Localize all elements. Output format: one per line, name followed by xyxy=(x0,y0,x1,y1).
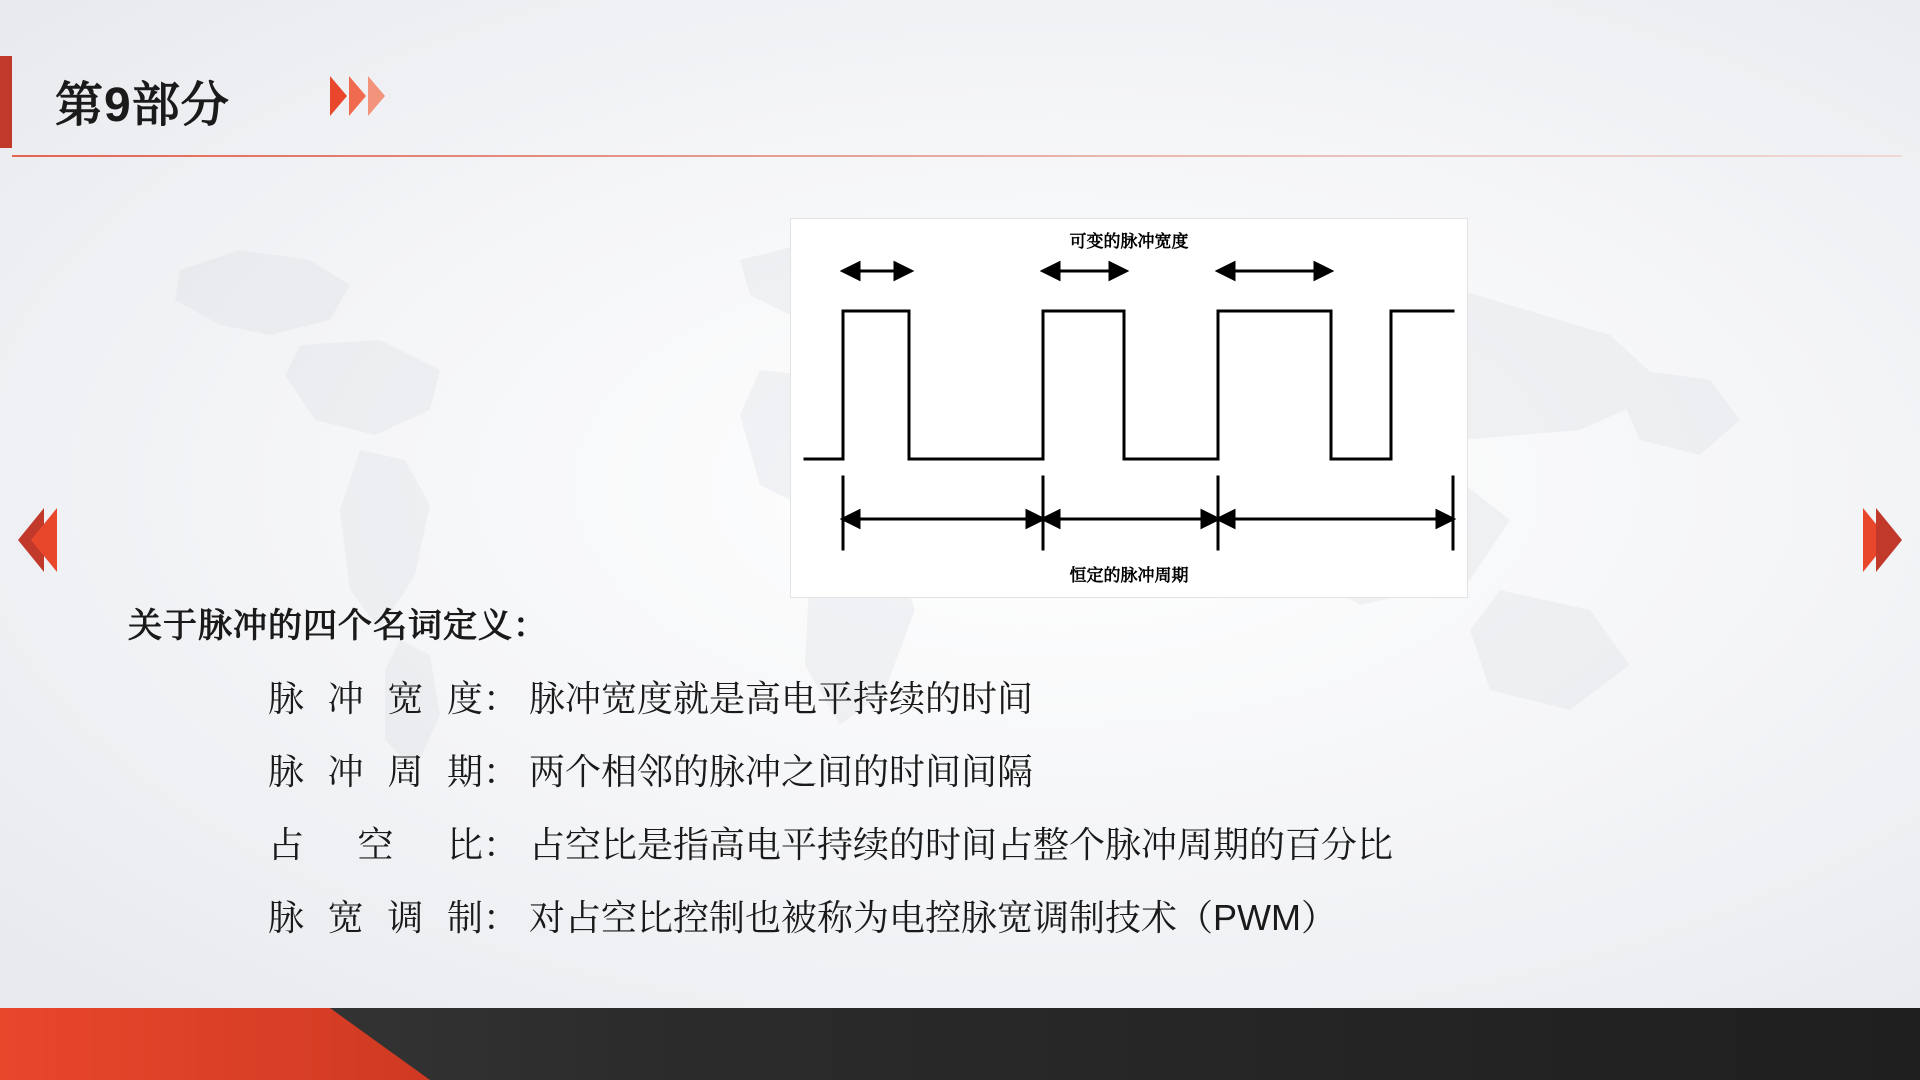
term-colon: ： xyxy=(483,678,520,719)
slide-header xyxy=(0,48,1920,158)
list-item xyxy=(128,817,1828,868)
term-name: 占空比 xyxy=(268,824,483,865)
term-description: 占空比是指高电平持续的时间占整个脉冲周期的百分比 xyxy=(529,824,1394,865)
footer-accent-shape xyxy=(0,1008,430,1080)
list-item xyxy=(128,890,1828,941)
header-divider xyxy=(12,155,1902,157)
term-colon: ： xyxy=(483,897,520,938)
term-description: 脉冲宽度就是高电平持续的时间 xyxy=(529,678,1034,719)
pwm-waveform-figure xyxy=(790,218,1468,598)
header-accent-bar xyxy=(0,56,12,148)
term-name: 脉冲宽度 xyxy=(268,678,483,719)
term-name: 脉宽调制 xyxy=(268,897,483,938)
term-description: 两个相邻的脉冲之间的时间间隔 xyxy=(529,751,1034,792)
figure-bottom-label: 恒定的脉冲周期 xyxy=(1069,566,1189,585)
page-title: 第9部分 xyxy=(55,79,230,132)
list-item xyxy=(128,744,1828,795)
figure-top-label: 可变的脉冲宽度 xyxy=(1069,232,1189,251)
term-colon: ： xyxy=(483,824,520,865)
double-chevron-left-icon xyxy=(18,508,57,572)
term-description: 对占空比控制也被称为电控脉宽调制技术（PWM） xyxy=(529,897,1337,938)
content-lead: 关于脉冲的四个名词定义： xyxy=(128,607,548,645)
footer-banner xyxy=(0,1008,1920,1080)
term-name: 脉冲周期 xyxy=(268,751,483,792)
content-block xyxy=(128,598,1828,963)
list-item xyxy=(128,671,1828,722)
double-chevron-right-icon xyxy=(1863,508,1902,572)
double-chevron-right-icon xyxy=(330,76,385,116)
term-colon: ： xyxy=(483,751,520,792)
